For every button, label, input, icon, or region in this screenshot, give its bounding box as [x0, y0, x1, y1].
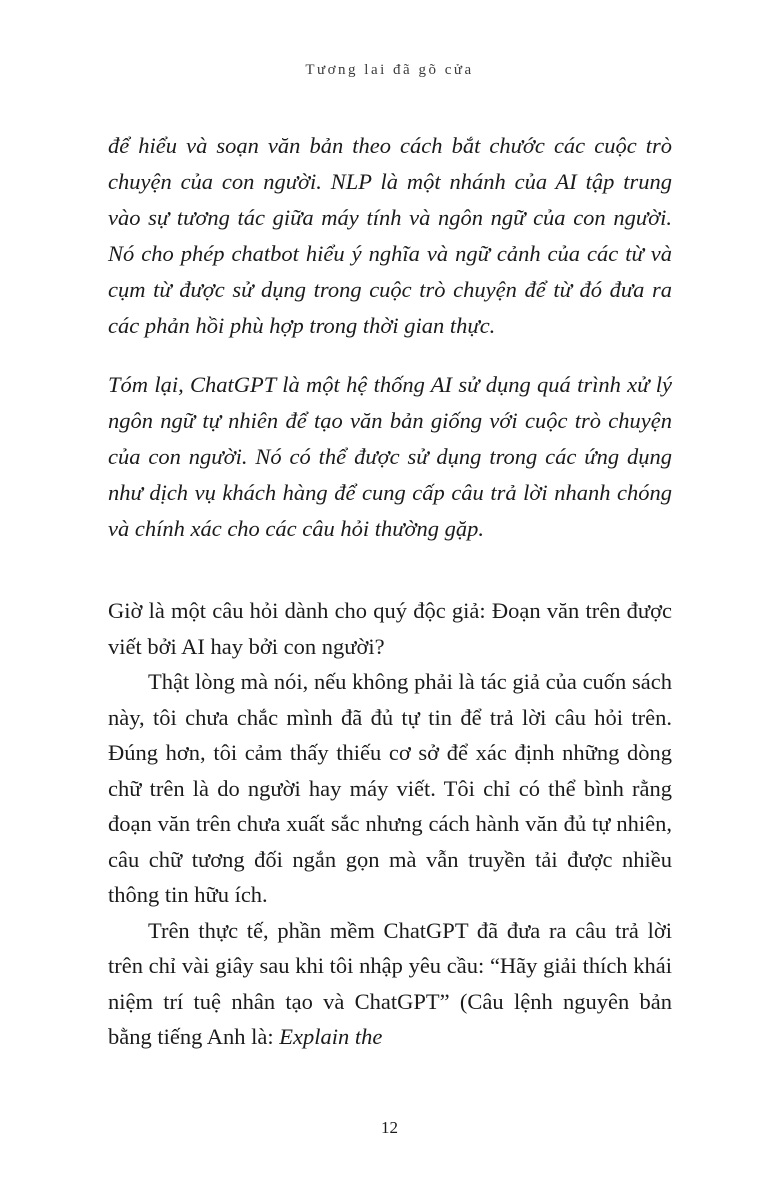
- page-body: [108, 128, 672, 1055]
- paragraph-honest-answer: Thật lòng mà nói, nếu không phải là tác giả của cuốn sách này, tôi chưa chắc mình đã đủ tự tin để trả lời câu hỏi trên. Đúng hơn, tôi cảm thấy thiếu cơ sở để xác định những dòng chữ trên là do người hay máy viết. Tôi chỉ có thể bình rằng đoạn văn trên chưa xuất sắc nhưng cách hành văn đủ tự nhiên, câu chữ tương đối ngắn gọn mà vẫn truyền tải được nhiều thông tin hữu ích.: [108, 669, 672, 907]
- paragraph-question: Giờ là một câu hỏi dành cho quý độc giả: Đoạn văn trên được viết bởi AI hay bởi con người?: [108, 598, 672, 659]
- running-header: Tương lai đã gõ cửa: [305, 62, 474, 78]
- paragraph-chatgpt-fact: [108, 913, 672, 1055]
- paragraph-main-text: Trên thực tế, phần mềm ChatGPT đã đưa ra câu trả lời trên chỉ vài giây sau khi tôi nhập yêu cầu: “Hãy giải thích khái niệm trí tuệ nhân tạo và ChatGPT” (Câu lệnh nguyên bản bằng tiếng Anh là:: [108, 917, 672, 1049]
- paragraph-italic-tail: Explain the: [279, 1024, 383, 1049]
- italic-paragraph-1: để hiểu và soạn văn bản theo cách bắt chước các cuộc trò chuyện của con người. NLP là một nhánh của AI tập trung vào sự tương tác giữa máy tính và ngôn ngữ của con người. Nó cho phép chatbot hiểu ý nghĩa và ngữ cảnh của các từ và cụm từ được sử dụng trong cuộc trò chuyện để từ đó đưa ra các phản hồi phù hợp trong thời gian thực.: [108, 133, 672, 338]
- page-number: 12: [381, 1118, 398, 1137]
- italic-paragraph-2: Tóm lại, ChatGPT là một hệ thống AI sử dụng quá trình xử lý ngôn ngữ tự nhiên để tạo văn bản giống với cuộc trò chuyện của con người. Nó có thể được sử dụng trong các ứng dụng như dịch vụ khách hàng để cung cấp câu trả lời nhanh chóng và chính xác cho các câu hỏi thường gặp.: [108, 372, 672, 541]
